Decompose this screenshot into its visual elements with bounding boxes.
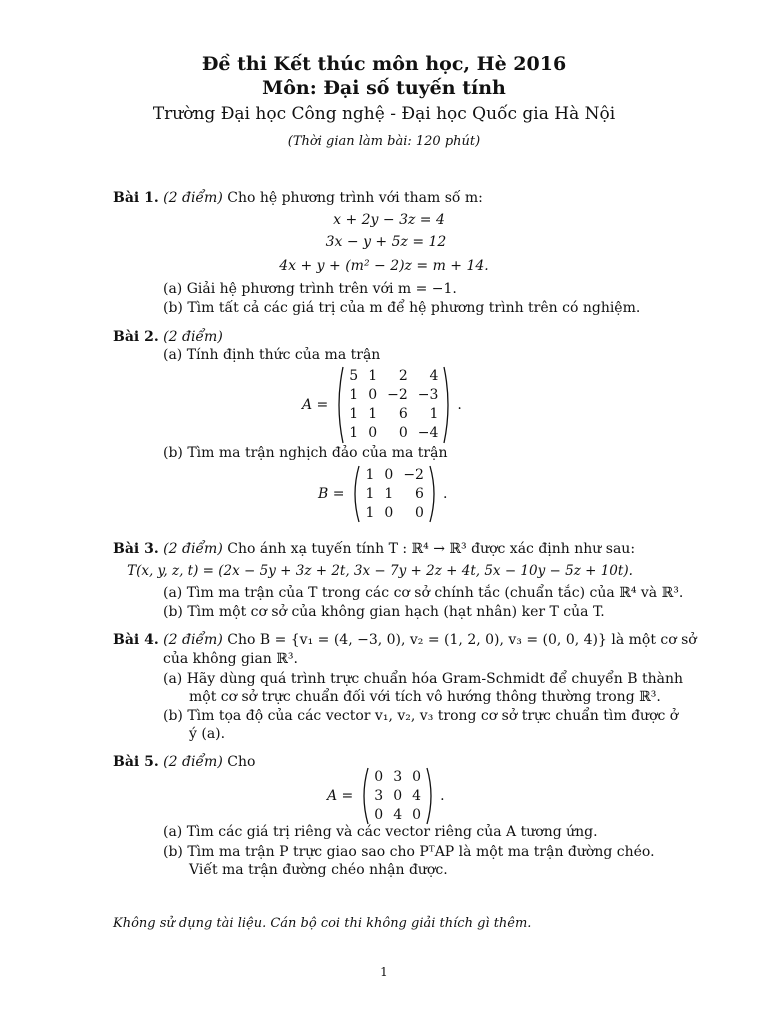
footer-note: Không sử dụng tài liệu. Cán bộ coi thi không giải thích gì thêm. (113, 916, 532, 931)
problem-intro: Cho hệ phương trình với tham số m: (227, 190, 483, 206)
problem-2-part-b: (b) Tìm ma trận nghịch đảo của ma trận (163, 445, 448, 461)
problem-points: (2 điểm) (163, 632, 223, 648)
matrix-row (360, 504, 428, 523)
matrix-name: B = (318, 486, 345, 502)
problem-4-part-b-cont: ý (a). (189, 726, 226, 742)
right-paren-icon (426, 767, 436, 825)
matrix-cell: 2 (398, 368, 408, 384)
matrix-cell: −2 (387, 387, 408, 403)
left-paren-icon (334, 366, 344, 444)
problem-intro: Cho ánh xạ tuyến tính T : ℝ⁴ → ℝ³ được xác định như sau: (227, 541, 636, 557)
matrix-cell: 1 (349, 387, 359, 403)
problem-label: Bài 4. (113, 632, 159, 648)
matrix-cell: 0 (415, 504, 424, 521)
matrix-period: . (457, 397, 462, 413)
exam-time: (Thời gian làm bài: 120 phút) (287, 134, 481, 149)
matrix-cell: 1 (365, 504, 375, 521)
matrix-cell: 6 (398, 406, 408, 422)
matrix-cell: 1 (429, 406, 439, 422)
problem-3-part-a: (a) Tìm ma trận của T trong các cơ sở chính tắc (chuẩn tắc) của ℝ⁴ và ℝ³. (163, 585, 684, 601)
matrix-cell: 0 (374, 768, 384, 785)
matrix-cell: 1 (368, 406, 378, 422)
problem-2-part-a: (a) Tính định thức của ma trận (163, 347, 381, 363)
matrix-cell: 4 (412, 787, 422, 804)
right-paren-icon (429, 465, 439, 523)
problem-intro: Cho (227, 754, 256, 770)
matrix-row (344, 405, 443, 424)
matrix-row (344, 367, 443, 386)
matrix-row (344, 424, 443, 443)
problem-5-heading (113, 754, 255, 770)
problem-points: (2 điểm) (163, 541, 223, 557)
problem-4-part-b: (b) Tìm tọa độ của các vector v₁, v₂, v₃ trong cơ sở trực chuẩn tìm được ở (163, 708, 679, 724)
problem-points: (2 điểm) (163, 754, 223, 770)
matrix-cell: 4 (393, 806, 403, 823)
matrix-cell: 0 (374, 806, 384, 823)
matrix-cell: 3 (374, 787, 384, 804)
left-paren-icon (350, 465, 360, 523)
matrix-row (369, 768, 426, 787)
problem-5-part-a: (a) Tìm các giá trị riêng và các vector riêng của A tương ứng. (163, 824, 598, 840)
right-paren-icon (443, 366, 453, 444)
matrix-cell: 0 (368, 387, 378, 403)
matrix-cell: 3 (393, 768, 403, 785)
equation-3: 4x + y + (m² − 2)z = m + 14. (279, 258, 489, 274)
equation-1: x + 2y − 3z = 4 (333, 212, 445, 228)
problem-5-part-b-cont: Viết ma trận đường chéo nhận được. (189, 862, 448, 878)
matrix-cell: 1 (349, 425, 359, 441)
matrix-cell: 1 (349, 406, 359, 422)
problem-label: Bài 3. (113, 541, 159, 557)
matrix-cell: −2 (403, 466, 424, 483)
left-paren-icon (359, 767, 369, 825)
problem-1-heading (113, 190, 483, 206)
matrix-row (360, 466, 428, 485)
matrix-cell: 0 (368, 425, 378, 441)
matrix-cell: −4 (417, 425, 439, 441)
matrix-row (344, 386, 443, 405)
matrix-cell: 0 (384, 466, 394, 483)
problem-5-part-b: (b) Tìm ma trận P trực giao sao cho PᵀAP là một ma trận đường chéo. (163, 844, 655, 860)
problem-1-part-a: (a) Giải hệ phương trình trên với m = −1. (163, 281, 457, 297)
matrix-cell: 0 (412, 806, 422, 823)
matrix-A-4x4 (302, 366, 462, 444)
problem-4-intro-cont: của không gian ℝ³. (163, 651, 298, 667)
matrix-cell: 4 (429, 368, 439, 384)
matrix-name: A = (327, 788, 354, 804)
matrix-cell: 1 (368, 368, 378, 384)
equation-2: 3x − y + 5z = 12 (325, 234, 447, 250)
matrix-row (369, 806, 426, 825)
matrix-cell: 1 (384, 485, 394, 502)
problem-label: Bài 2. (113, 329, 159, 345)
matrix-cell: 6 (415, 485, 424, 502)
problem-points: (2 điểm) (163, 190, 223, 206)
matrix-cell: 1 (365, 485, 375, 502)
matrix-cell: −3 (417, 387, 439, 403)
matrix-cell: 5 (349, 368, 359, 384)
exam-title: Đề thi Kết thúc môn học, Hè 2016 (201, 53, 567, 75)
school-name: Trường Đại học Công nghệ - Đại học Quốc gia Hà Nội (152, 104, 616, 124)
problem-3-heading (113, 541, 635, 557)
matrix-cell: 0 (398, 425, 408, 441)
matrix-cell: 1 (365, 466, 375, 483)
linear-map-formula: T(x, y, z, t) = (2x − 5y + 3z + 2t, 3x − 7y + 2z + 4t, 5x − 10y − 5z + 10t). (127, 563, 633, 579)
problem-points: (2 điểm) (163, 329, 223, 345)
page-number: 1 (380, 965, 388, 979)
matrix-row (360, 485, 428, 504)
problem-intro: Cho B = {v₁ = (4, −3, 0), v₂ = (1, 2, 0), v₃ = (0, 0, 4)} là một cơ sở (227, 632, 697, 648)
matrix-name: A = (302, 397, 329, 413)
problem-4-heading (113, 632, 697, 648)
matrix-row (369, 787, 426, 806)
course-name: Môn: Đại số tuyến tính (262, 77, 506, 99)
matrix-period: . (442, 486, 448, 502)
problem-2-heading (113, 329, 223, 345)
matrix-A-3x3 (327, 767, 445, 825)
matrix-cell: 0 (393, 787, 403, 804)
matrix-period: . (440, 788, 445, 804)
problem-label: Bài 1. (113, 190, 159, 206)
problem-1-part-b: (b) Tìm tất cả các giá trị của m để hệ phương trình trên có nghiệm. (163, 300, 641, 316)
problem-label: Bài 5. (113, 754, 159, 770)
matrix-B-3x3 (318, 465, 447, 523)
problem-4-part-a: (a) Hãy dùng quá trình trực chuẩn hóa Gram-Schmidt để chuyển B thành (163, 671, 684, 687)
matrix-cell: 0 (384, 504, 394, 521)
problem-4-part-a-cont: một cơ sở trực chuẩn đối với tích vô hướng thông thường trong ℝ³. (189, 689, 661, 705)
problem-3-part-b: (b) Tìm một cơ sở của không gian hạch (hạt nhân) ker T của T. (163, 604, 605, 620)
matrix-cell: 0 (412, 768, 422, 785)
